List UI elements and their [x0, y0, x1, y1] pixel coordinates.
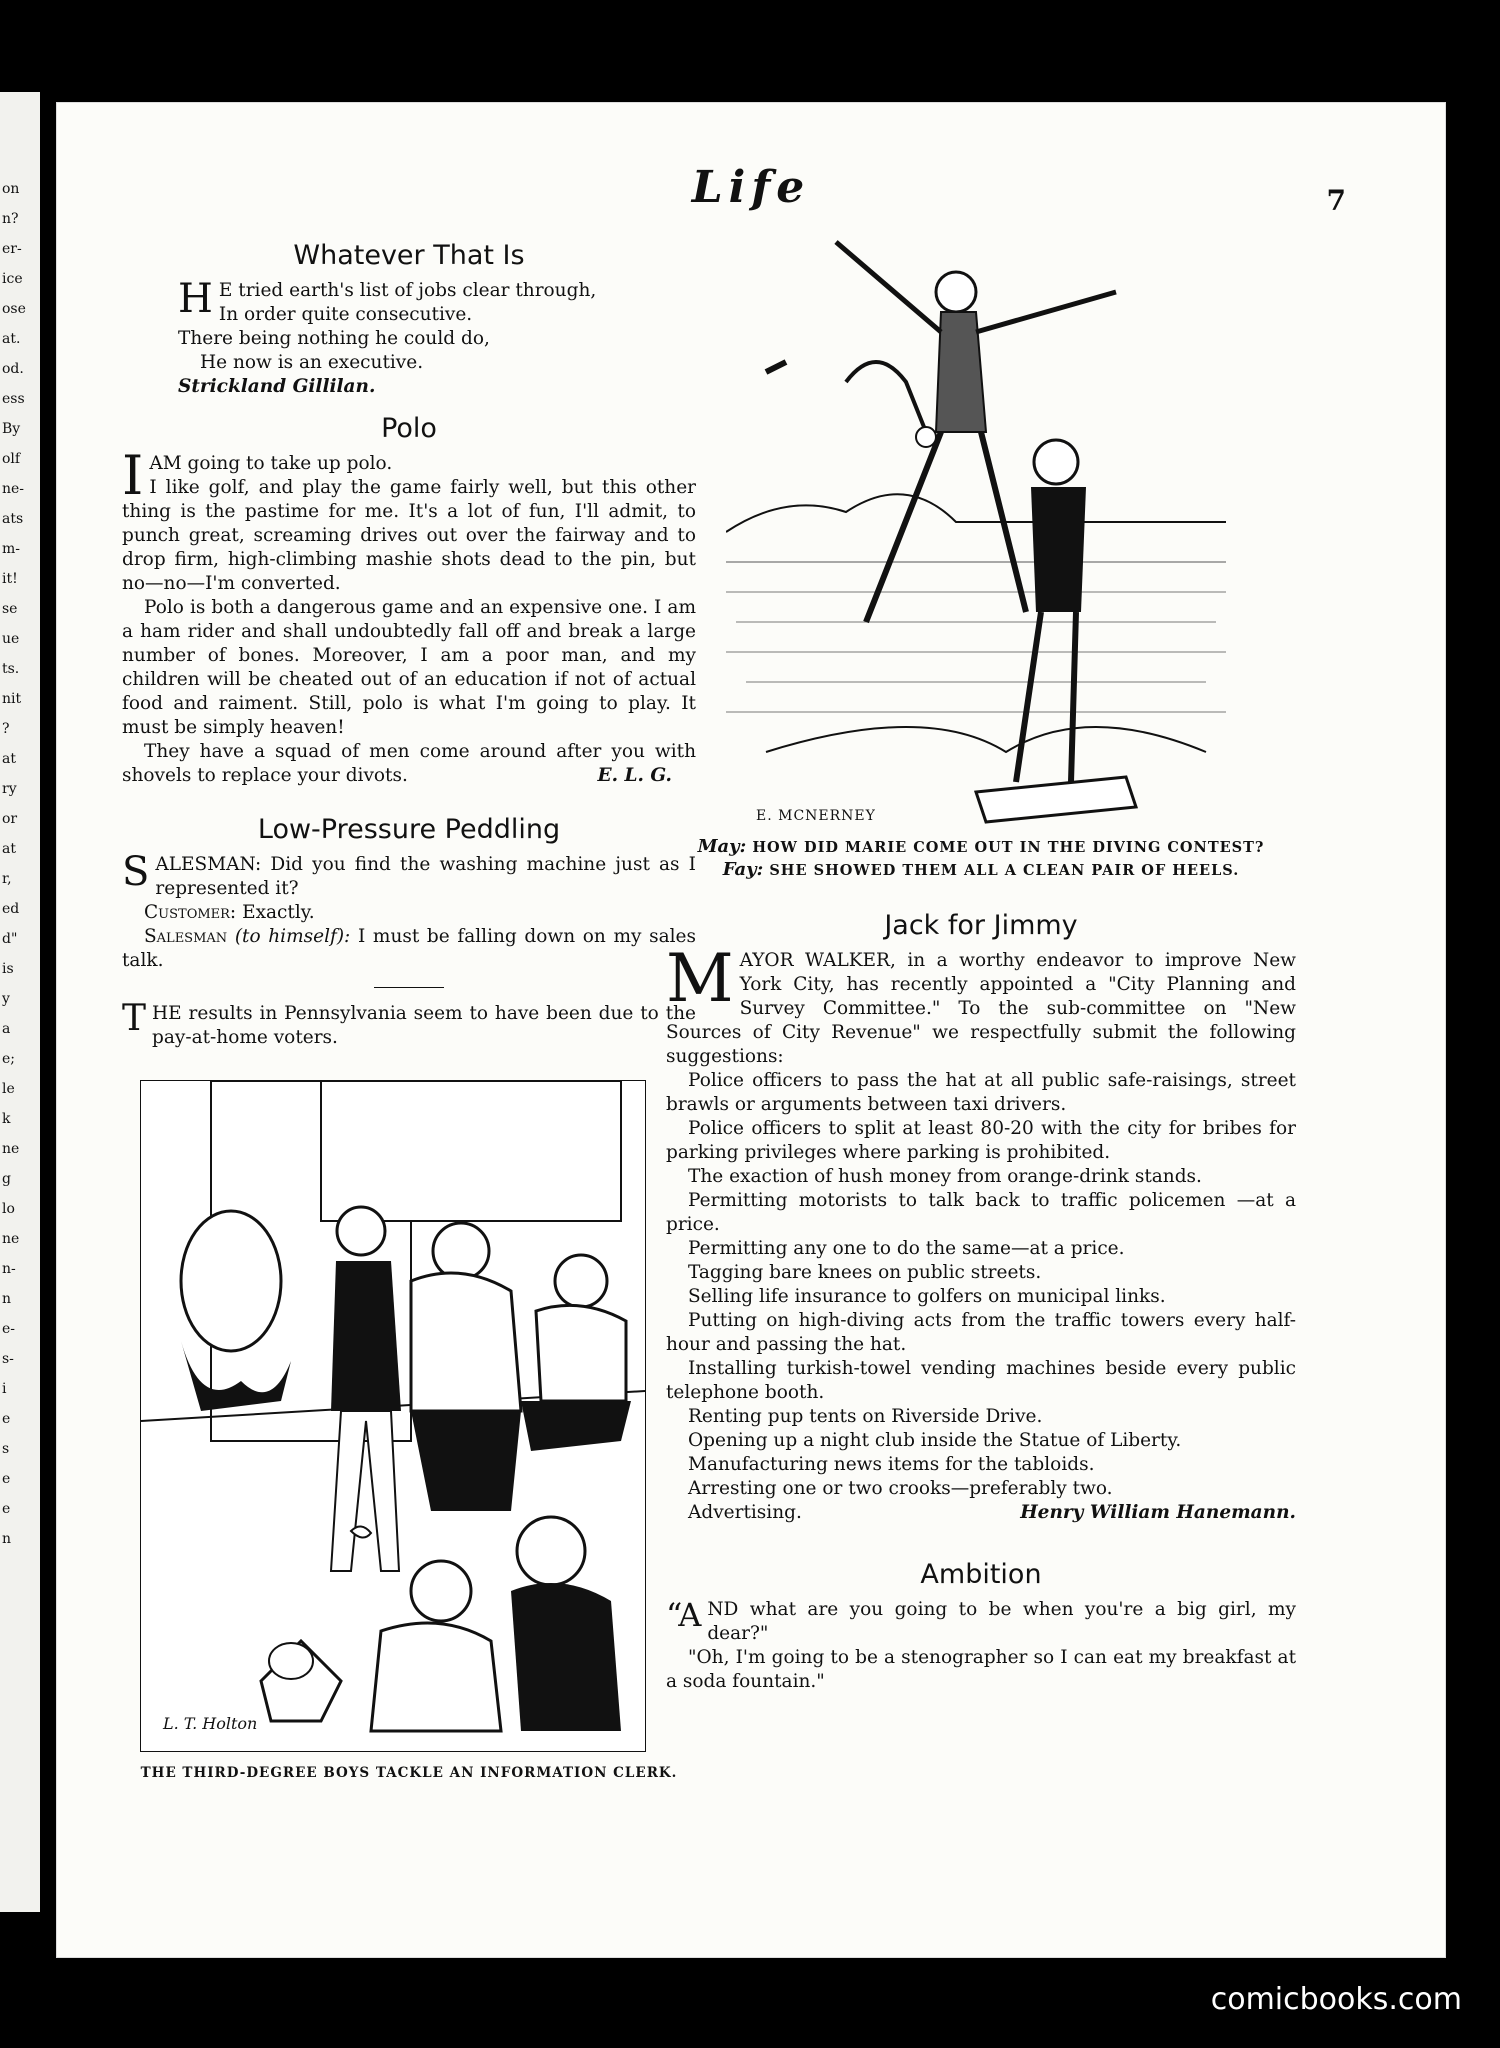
prev-page-text-fragment: ne: [2, 1231, 20, 1247]
prev-page-text-fragment: d": [2, 931, 18, 947]
paragraph: AYOR WALKER, in a worthy endeavor to improve New York City, has recently appointed a "City Planning and Survey Committee." To the sub-committee on "New Sources of City Revenue" we respectfully submit the following suggestions:: [666, 950, 1296, 1067]
prev-page-text-fragment: at.: [2, 331, 21, 347]
drop-cap: H: [178, 276, 213, 322]
prev-page-text-fragment: e: [2, 1501, 11, 1517]
poem-line: E tried earth's list of jobs clear through,: [218, 280, 597, 301]
caption-line: SHE SHOWED THEM ALL A CLEAN PAIR OF HEELS.: [769, 862, 1240, 879]
byline: E. L. G.: [597, 765, 672, 786]
prev-page-text-fragment: it!: [2, 571, 18, 587]
article-title: Polo: [381, 413, 437, 444]
prev-page-text-fragment: le: [2, 1081, 15, 1097]
prev-page-text-fragment: ne-: [2, 481, 25, 497]
dialogue-line: I must be falling down on my sales talk.: [122, 926, 696, 971]
suggestion-item: Arresting one or two crooks—preferably two.: [688, 1478, 1113, 1499]
speaker-label: May:: [697, 836, 747, 857]
prev-page-text-fragment: on: [2, 181, 20, 197]
suggestion-item: Manufacturing news items for the tabloids.: [688, 1454, 1095, 1475]
prev-page-text-fragment: olf: [2, 451, 21, 467]
prev-page-text-fragment: k: [2, 1111, 11, 1127]
prev-page-text-fragment: at: [2, 751, 16, 767]
byline: Henry William Hanemann.: [1020, 1502, 1296, 1523]
stage-direction: (to himself):: [234, 926, 351, 947]
prev-page-text-fragment: se: [2, 601, 18, 617]
cartoon-caption: THE THIRD-DEGREE BOYS TACKLE AN INFORMATION CLERK.: [140, 1765, 678, 1781]
prev-page-text-fragment: s: [2, 1441, 10, 1457]
dialogue-line: Exactly.: [242, 902, 315, 923]
prev-page-text-fragment: ts.: [2, 661, 20, 677]
poem-line: He now is an executive.: [200, 352, 424, 373]
watermark: comicbooks.com: [1210, 1982, 1462, 2017]
prev-page-text-fragment: n?: [2, 211, 19, 227]
prev-page-text-fragment: i: [2, 1381, 7, 1397]
dialogue-line: ALESMAN: Did you find the washing machine just as I represented it?: [155, 854, 696, 899]
paragraph: AM going to take up polo.: [149, 453, 393, 474]
suggestion-list: [666, 1069, 1296, 1501]
dialogue-line: ND what are you going to be when you're a big girl, my dear?": [707, 1599, 1296, 1644]
prev-page-text-fragment: lo: [2, 1201, 15, 1217]
prev-page-text-fragment: a: [2, 1021, 11, 1037]
prev-page-text-fragment: e-: [2, 1321, 16, 1337]
suggestion-item: Tagging bare knees on public streets.: [688, 1262, 1042, 1283]
prev-page-text-fragment: r,: [2, 871, 12, 887]
article-whatever-that-is: [122, 240, 696, 399]
caption-line: HOW DID MARIE COME OUT IN THE DIVING CONTEST?: [752, 839, 1265, 856]
cartoon-illustration: [141, 1081, 645, 1751]
drop-cap: S: [122, 849, 150, 895]
byline: Strickland Gillilan.: [178, 376, 376, 397]
prev-page-text-fragment: n-: [2, 1261, 16, 1277]
prev-page-text-fragment: m-: [2, 541, 21, 557]
article-title: Jack for Jimmy: [884, 910, 1078, 941]
paragraph: Polo is both a dangerous game and an expensive one. I am a ham rider and shall undoubtedly fall off and break a large number of bones. Moreover, I am a poor man, and my children will be cheated out of an education if not of actual food and raiment. Still, polo is what I'm going to play. It must be simply heaven!: [122, 597, 696, 738]
prev-page-text-fragment: er-: [2, 241, 22, 257]
suggestion-item: Renting pup tents on Riverside Drive.: [688, 1406, 1043, 1427]
prev-page-text-fragment: ed: [2, 901, 20, 917]
prev-page-text-fragment: ne: [2, 1141, 20, 1157]
prev-page-text-fragment: ue: [2, 631, 20, 647]
prev-page-text-fragment: s-: [2, 1351, 14, 1367]
page-number: 7: [1326, 184, 1346, 217]
dialogue-line: "Oh, I'm going to be a stenographer so I can eat my breakfast at a soda fountain.": [666, 1647, 1296, 1692]
drop-cap: “A: [666, 1596, 702, 1634]
suggestion-item: Putting on high-diving acts from the traffic towers every half-hour and passing the hat.: [666, 1310, 1296, 1355]
prev-page-text-fragment: ess: [2, 391, 25, 407]
prev-page-text-fragment: n: [2, 1291, 12, 1307]
previous-page-edge: [0, 92, 40, 1912]
article-ambition: [666, 1559, 1296, 1694]
paragraph: I like golf, and play the game fairly well, but this other thing is the pastime for me. It's a lot of fun, I'll admit, to punch great, screaming drives out over the fairway and to drop firm, high-climbing mashie shots dead to the pin, but no—no—I'm converted.: [122, 477, 696, 594]
suggestion-item: Installing turkish-towel vending machines beside every public telephone booth.: [666, 1358, 1296, 1403]
speaker-label: Customer:: [144, 902, 237, 923]
suggestion-item: Permitting motorists to talk back to traffic policemen —at a price.: [666, 1190, 1296, 1235]
cartoon-illustration: [726, 232, 1226, 832]
prev-page-text-fragment: ?: [2, 721, 10, 737]
drop-cap: M: [666, 940, 734, 1017]
prev-page-text-fragment: e;: [2, 1051, 16, 1067]
drop-cap: I: [122, 444, 144, 507]
paragraph: HE results in Pennsylvania seem to have been due to the pay-at-home voters.: [152, 1003, 696, 1048]
prev-page-text-fragment: n: [2, 1531, 12, 1547]
prev-page-text-fragment: By: [2, 421, 21, 437]
prev-page-text-fragment: od.: [2, 361, 24, 377]
cartoon-interrogation: [140, 1080, 646, 1752]
article-title: Whatever That Is: [293, 240, 525, 271]
artist-signature: E. MCNERNEY: [756, 808, 876, 824]
poem-line: There being nothing he could do,: [178, 328, 490, 349]
article-pennsylvania: [122, 998, 696, 1050]
suggestion-item: Advertising.: [688, 1502, 802, 1523]
suggestion-item: Police officers to split at least 80-20 with the city for bribes for parking privileges where parking is prohibited.: [666, 1118, 1296, 1163]
prev-page-text-fragment: at: [2, 841, 16, 857]
drop-cap: T: [122, 998, 147, 1039]
poem-line: In order quite consecutive.: [218, 304, 473, 325]
article-title: Low-Pressure Peddling: [257, 814, 561, 845]
article-low-pressure-peddling: [122, 814, 696, 973]
speaker-label: Salesman: [144, 926, 228, 947]
prev-page-text-fragment: ice: [2, 271, 23, 287]
article-title: Ambition: [920, 1559, 1042, 1590]
artist-signature: L. T. Holton: [163, 1714, 258, 1733]
suggestion-item: The exaction of hush money from orange-drink stands.: [688, 1166, 1202, 1187]
prev-page-text-fragment: e: [2, 1411, 11, 1427]
prev-page-text-fragment: ose: [2, 301, 26, 317]
article-jack-for-jimmy: [666, 910, 1296, 1525]
suggestion-item: Permitting any one to do the same—at a price.: [688, 1238, 1125, 1259]
section-divider: [374, 987, 444, 988]
prev-page-text-fragment: y: [2, 991, 10, 1007]
cartoon-caption: [666, 836, 1296, 882]
left-column: [122, 232, 696, 1784]
paragraph: They have a squad of men come around after you with shovels to replace your divots.: [122, 741, 696, 786]
prev-page-text-fragment: ry: [2, 781, 17, 797]
prev-page-text-fragment: is: [2, 961, 14, 977]
cartoon-diving: [726, 232, 1226, 832]
prev-page-text-fragment: e: [2, 1471, 11, 1487]
suggestion-item: Selling life insurance to golfers on municipal links.: [688, 1286, 1166, 1307]
right-column: [666, 232, 1296, 1694]
prev-page-text-fragment: or: [2, 811, 18, 827]
suggestion-item: Police officers to pass the hat at all public safe-raisings, street brawls or arguments between taxi drivers.: [666, 1070, 1296, 1115]
suggestion-item: Opening up a night club inside the Statue of Liberty.: [688, 1430, 1182, 1451]
masthead: Life: [691, 162, 811, 213]
prev-page-text-fragment: g: [2, 1171, 11, 1187]
speaker-label: Fay:: [722, 859, 764, 880]
magazine-page: [56, 102, 1446, 1958]
prev-page-text-fragment: ats: [2, 511, 24, 527]
prev-page-text-fragment: nit: [2, 691, 22, 707]
article-polo: [122, 413, 696, 788]
